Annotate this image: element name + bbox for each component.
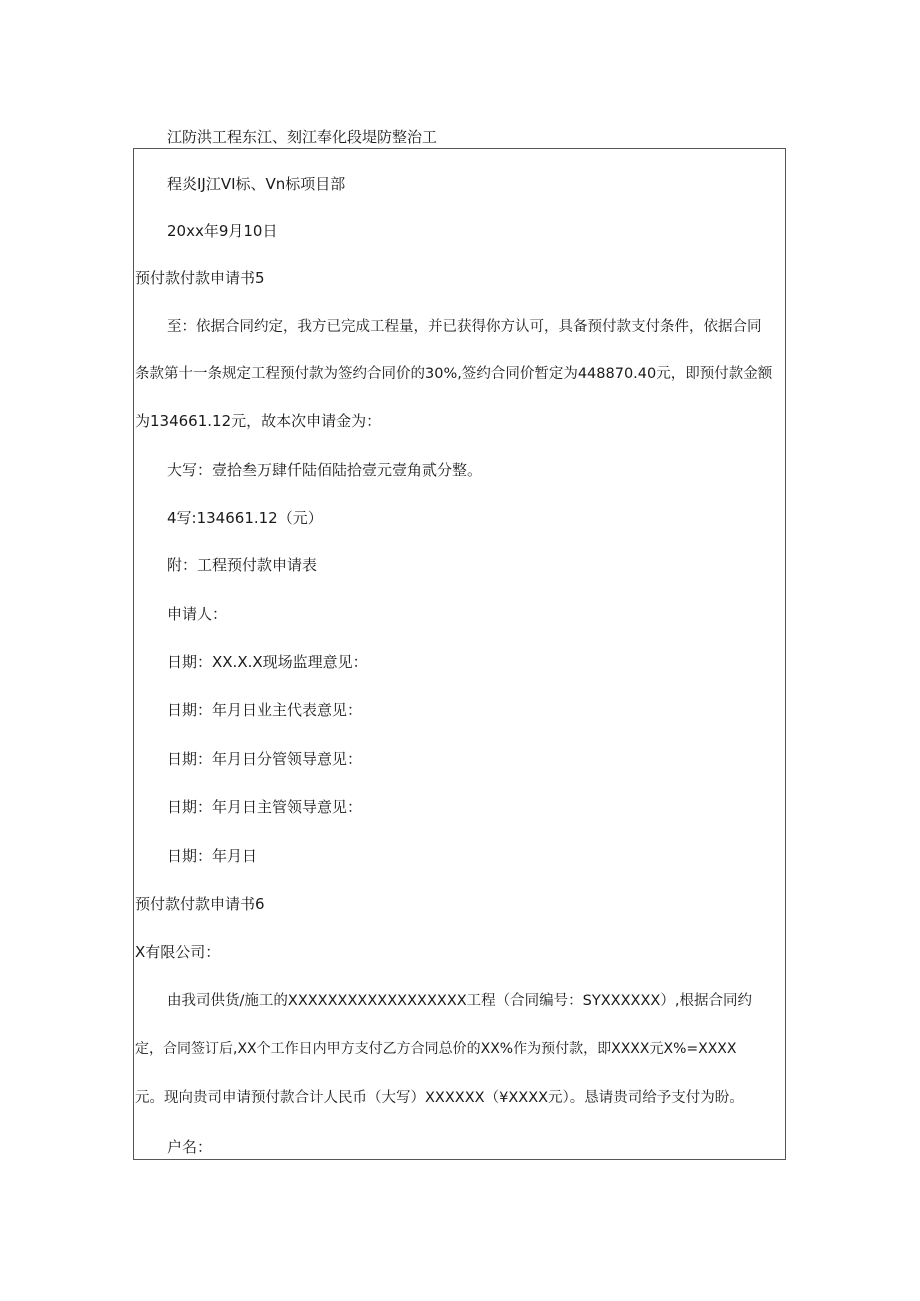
header-date: 20xx年9月10日 [167, 222, 278, 240]
letter6-addressee: X有限公司： [135, 943, 221, 961]
letter5-sign-4: 日期：年月日主管领导意见： [167, 798, 363, 816]
letter5-attachment: 附：工程预付款申请表 [167, 556, 318, 574]
letter6-account-name: 户名： [167, 1138, 213, 1156]
letter5-sign-1: 日期：XX.X.X现场监理意见： [167, 653, 368, 671]
letter6-body-3: 元。现向贵司申请预付款合计人民币（大写）XXXXXX（¥XXXX元）。恳请贵司给予支付为盼。 [135, 1090, 744, 1106]
letter5-sign-2: 日期：年月日业主代表意见： [167, 701, 363, 719]
letter6-body-2: 定，合同签订后,XX个工作日内甲方支付乙方合同总价的XX%作为预付款，即XXXX元X%=XXXX [135, 1041, 737, 1057]
header-line-1: 江防洪工程东江、刻江奉化段堤防整治工 [167, 128, 438, 146]
header-line-2: 程炎IJ江VI标、Vn标项目部 [167, 175, 346, 193]
letter5-capital-amount: 大写：壹拾叁万肆仟陆佰陆拾壹元壹角贰分整。 [167, 461, 483, 479]
letter5-body-2: 条款第十一条规定工程预付款为签约合同价的30%,签约合同价暂定为448870.40元，即预付款金额 [135, 366, 773, 382]
letter5-sign-5: 日期：年月日 [167, 847, 258, 865]
letter5-title: 预付款付款申请书5 [135, 269, 265, 287]
letter5-small-amount: 4写:134661.12（元） [167, 509, 323, 527]
letter6-body-1: 由我司供货/施工的XXXXXXXXXXXXXXXXXX工程（合同编号：SYXXXXXX）,根据合同约 [167, 993, 752, 1009]
letter5-applicant: 申请人： [167, 605, 228, 623]
letter6-title: 预付款付款申请书6 [135, 895, 265, 913]
letter5-body-3: 为134661.12元，故本次申请金为： [135, 412, 382, 430]
letter5-body-1: 至：依据合同约定，我方已完成工程量，并已获得你方认可，具备预付款支付条件，依据合同 [167, 319, 762, 335]
letter5-sign-3: 日期：年月日分管领导意见： [167, 750, 363, 768]
